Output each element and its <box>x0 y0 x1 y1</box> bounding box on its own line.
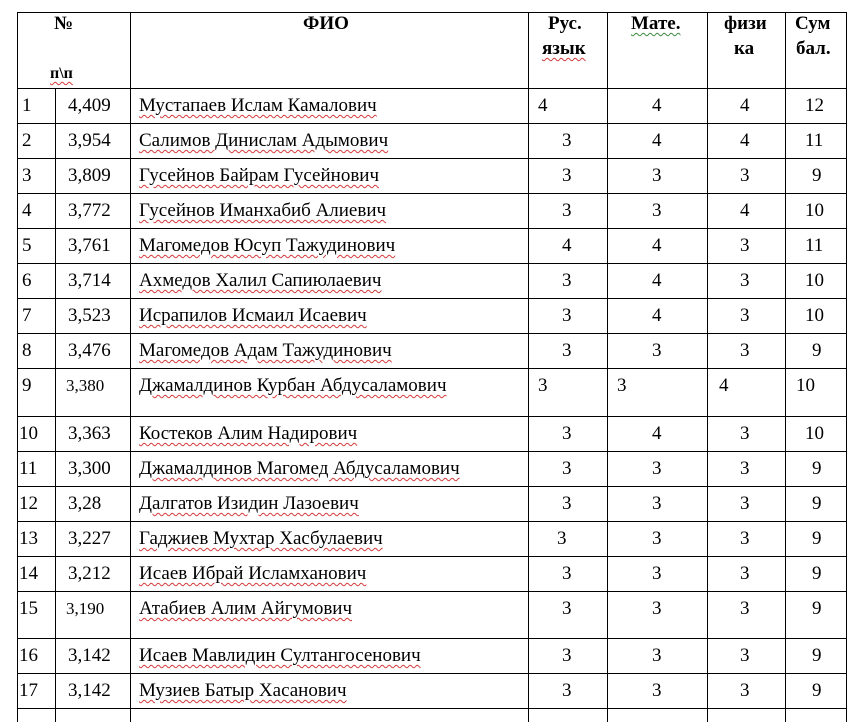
header-sum-line2: бал. <box>796 38 831 59</box>
grade-rus: 3 <box>562 305 572 326</box>
grade-sum: 9 <box>812 340 822 361</box>
grade-mat: 3 <box>652 200 662 221</box>
grade-sum: 9 <box>812 493 822 514</box>
student-name: Гусейнов Иманхабиб Алиевич <box>139 200 387 221</box>
grade-mat: 4 <box>652 270 662 291</box>
grade-sum: 10 <box>805 200 824 221</box>
grade-rus: 3 <box>562 493 572 514</box>
row-number: 17 <box>19 680 38 701</box>
row-divider <box>17 123 847 124</box>
grade-mat: 3 <box>652 528 662 549</box>
grade-fiz: 3 <box>740 270 750 291</box>
row-divider <box>17 673 847 674</box>
header-fio: ФИО <box>303 13 349 34</box>
grade-rus: 3 <box>562 598 572 619</box>
row-score: 3,28 <box>68 493 102 514</box>
row-divider <box>17 158 847 159</box>
row-divider <box>17 556 847 557</box>
grade-rus: 3 <box>538 375 548 396</box>
header-mat: Мате. <box>631 13 681 34</box>
grade-fiz: 3 <box>740 458 750 479</box>
grade-fiz: 3 <box>740 680 750 701</box>
row-divider <box>17 368 847 369</box>
grade-sum: 9 <box>812 598 822 619</box>
row-number: 11 <box>19 458 38 479</box>
row-divider <box>17 486 847 487</box>
student-name: Гаджиев Мухтар Хасбулаевич <box>139 528 383 549</box>
row-divider <box>17 193 847 194</box>
row-score: 3,714 <box>68 270 111 291</box>
grade-mat: 3 <box>652 645 662 666</box>
row-score: 3,363 <box>68 423 111 444</box>
row-divider <box>17 263 847 264</box>
student-name: Атабиев Алим Айгумович <box>139 598 353 619</box>
grade-fiz: 3 <box>740 340 750 361</box>
grade-sum: 11 <box>805 130 824 151</box>
grade-rus: 3 <box>562 423 572 444</box>
grade-mat: 3 <box>652 563 662 584</box>
grade-rus: 3 <box>562 270 572 291</box>
grade-sum: 11 <box>805 235 824 256</box>
grade-fiz: 3 <box>740 423 750 444</box>
grade-sum: 10 <box>805 305 824 326</box>
column-divider <box>607 12 608 722</box>
grade-sum: 10 <box>805 423 824 444</box>
student-name: Исрапилов Исмаил Исаевич <box>139 305 367 326</box>
grade-rus: 3 <box>562 130 572 151</box>
row-divider <box>17 228 847 229</box>
grade-mat: 3 <box>617 375 627 396</box>
grade-sum: 12 <box>805 95 824 116</box>
grade-fiz: 3 <box>740 645 750 666</box>
row-number: 10 <box>19 423 38 444</box>
grade-mat: 3 <box>652 340 662 361</box>
grade-mat: 4 <box>652 305 662 326</box>
row-score: 3,954 <box>68 130 111 151</box>
row-number: 16 <box>19 645 38 666</box>
row-number: 1 <box>22 95 32 116</box>
row-divider <box>17 638 847 639</box>
grade-mat: 3 <box>652 493 662 514</box>
row-score: 3,300 <box>68 458 111 479</box>
row-divider <box>17 591 847 592</box>
row-score: 3,212 <box>68 563 111 584</box>
row-number: 12 <box>19 493 38 514</box>
row-number: 2 <box>22 130 32 151</box>
grade-fiz: 3 <box>740 305 750 326</box>
row-divider <box>17 708 847 709</box>
grade-fiz: 4 <box>740 95 750 116</box>
row-score: 3,380 <box>66 376 105 395</box>
grade-fiz: 3 <box>740 598 750 619</box>
row-divider <box>17 451 847 452</box>
student-name: Джамалдинов Курбан Абдусаламович <box>139 375 447 396</box>
column-divider <box>55 88 56 722</box>
grade-fiz: 3 <box>740 165 750 186</box>
grade-mat: 4 <box>652 95 662 116</box>
grade-sum: 9 <box>812 528 822 549</box>
grade-rus: 3 <box>562 563 572 584</box>
row-number: 6 <box>22 270 32 291</box>
header-fiz-line1: физи <box>724 13 767 34</box>
row-number: 4 <box>22 200 32 221</box>
grade-rus: 3 <box>562 200 572 221</box>
grade-mat: 3 <box>652 680 662 701</box>
student-name: Костеков Алим Надирович <box>139 423 358 444</box>
row-divider <box>17 521 847 522</box>
header-num-sub: п\п <box>50 65 73 82</box>
header-sum-line1: Сум <box>795 13 831 34</box>
grade-sum: 9 <box>812 680 822 701</box>
grade-mat: 3 <box>652 165 662 186</box>
row-number: 15 <box>19 598 38 619</box>
row-divider <box>17 12 847 13</box>
column-divider <box>130 12 131 722</box>
student-name: Магомедов Адам Тажудинович <box>139 340 392 361</box>
column-divider <box>17 12 18 722</box>
grade-sum: 9 <box>812 645 822 666</box>
grade-rus: 3 <box>562 340 572 361</box>
row-score: 3,761 <box>68 235 111 256</box>
row-score: 3,523 <box>68 305 111 326</box>
column-divider <box>528 12 529 722</box>
grade-fiz: 3 <box>740 235 750 256</box>
column-divider <box>785 12 786 722</box>
grade-fiz: 3 <box>740 563 750 584</box>
row-number: 5 <box>22 235 32 256</box>
grade-sum: 10 <box>796 375 815 396</box>
row-score: 3,190 <box>66 599 105 618</box>
grade-sum: 9 <box>812 458 822 479</box>
header-rus-line1: Рус. <box>548 13 582 34</box>
grade-rus: 3 <box>562 680 572 701</box>
row-score: 3,772 <box>68 200 111 221</box>
student-name: Мустапаев Ислам Камалович <box>139 95 377 116</box>
grade-rus: 3 <box>562 645 572 666</box>
grade-mat: 4 <box>652 423 662 444</box>
row-divider <box>17 298 847 299</box>
grade-rus: 3 <box>557 528 567 549</box>
student-name: Музиев Батыр Хасанович <box>139 680 347 701</box>
student-name: Салимов Динислам Адымович <box>139 130 389 151</box>
grade-rus: 4 <box>538 95 548 116</box>
grade-sum: 10 <box>805 270 824 291</box>
grade-fiz: 4 <box>740 200 750 221</box>
student-name: Исаев Мавлидин Султангосенович <box>139 645 421 666</box>
row-number: 8 <box>22 340 32 361</box>
row-score: 3,142 <box>68 680 111 701</box>
row-number: 3 <box>22 165 32 186</box>
row-divider <box>17 333 847 334</box>
row-divider <box>17 88 847 89</box>
grade-sum: 9 <box>812 165 822 186</box>
row-score: 3,809 <box>68 165 111 186</box>
student-name: Далгатов Изидин Лазоевич <box>139 493 359 514</box>
row-number: 14 <box>19 563 38 584</box>
grade-fiz: 4 <box>719 375 729 396</box>
grade-rus: 4 <box>562 235 572 256</box>
header-fiz-line2: ка <box>734 38 755 59</box>
grade-fiz: 4 <box>740 130 750 151</box>
row-score: 3,227 <box>68 528 111 549</box>
grade-rus: 3 <box>562 165 572 186</box>
grade-fiz: 3 <box>740 528 750 549</box>
column-divider <box>707 12 708 722</box>
row-number: 7 <box>22 305 32 326</box>
student-name: Исаев Ибрай Исламханович <box>139 563 367 584</box>
student-name: Магомедов Юсуп Тажудинович <box>139 235 396 256</box>
student-name: Джамалдинов Магомед Абдусаламович <box>139 458 460 479</box>
grade-mat: 3 <box>652 458 662 479</box>
grade-mat: 4 <box>652 130 662 151</box>
grade-sum: 9 <box>812 563 822 584</box>
row-number: 9 <box>22 375 32 396</box>
row-score: 3,142 <box>68 645 111 666</box>
row-divider <box>17 416 847 417</box>
row-score: 3,476 <box>68 340 111 361</box>
grade-fiz: 3 <box>740 493 750 514</box>
column-divider <box>846 12 847 722</box>
header-num-symbol: № <box>54 13 74 34</box>
grade-mat: 3 <box>652 598 662 619</box>
row-score: 4,409 <box>68 95 111 116</box>
grade-rus: 3 <box>562 458 572 479</box>
student-name: Гусейнов Байрам Гусейнович <box>139 165 380 186</box>
header-rus-line2: язык <box>542 38 586 59</box>
grade-mat: 4 <box>652 235 662 256</box>
student-name: Ахмедов Халил Сапиюлаевич <box>139 270 382 291</box>
row-number: 13 <box>19 528 38 549</box>
